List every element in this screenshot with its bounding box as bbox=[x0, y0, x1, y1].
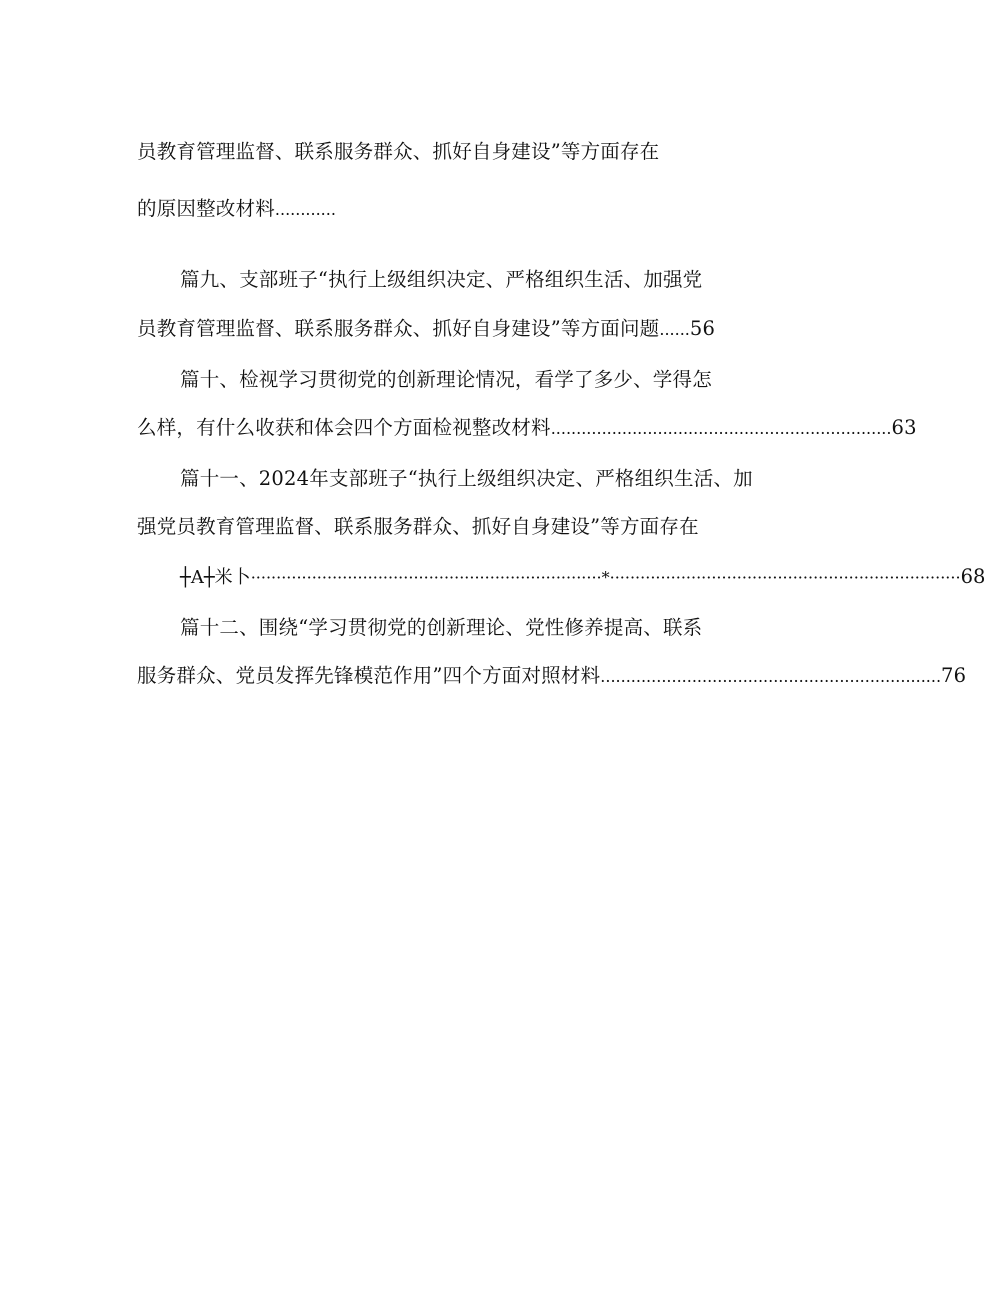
toc-leader-dots: ····································································· bbox=[609, 568, 961, 587]
toc-entry-9-line2 bbox=[137, 315, 715, 344]
toc-entry-12-line2 bbox=[137, 662, 967, 691]
toc-entry-10-line1: 篇十、检视学习贯彻党的创新理论情况，看学了多少、学得怎 bbox=[180, 368, 712, 391]
toc-entry-12-line1: 篇十二、围绕“学习贯彻党的创新理论、党性修养提高、联系 bbox=[180, 616, 703, 639]
toc-entry-10-title: 么样，有什么收获和体会四个方面检视整改材料 bbox=[137, 416, 551, 439]
toc-leader-dots: ................................................................... bbox=[600, 667, 942, 686]
toc-entry-9-title: 员教育管理监督、联系服务群众、抓好自身建设”等方面问题 bbox=[137, 317, 660, 340]
toc-entry-11-line1: 篇十一、2024年支部班子“执行上级组织决定、严格组织生活、加 bbox=[180, 467, 753, 490]
toc-entry-11-page: 68 bbox=[960, 565, 985, 588]
toc-prev-entry-line2 bbox=[137, 195, 336, 224]
toc-leader-dots: ............ bbox=[274, 200, 336, 219]
toc-entry-11-garbled-text: ┼A┼米卜 bbox=[180, 567, 251, 588]
toc-entry-12-page: 76 bbox=[941, 664, 967, 687]
toc-entry-9-line1: 篇九、支部班子“执行上级组织决定、严格组织生活、加强党 bbox=[180, 268, 703, 291]
toc-prev-entry-line1: 员教育管理监督、联系服务群众、抓好自身建设”等方面存在 bbox=[137, 140, 660, 163]
toc-entry-12-title: 服务群众、党员发挥先锋模范作用”四个方面对照材料 bbox=[137, 664, 601, 687]
toc-leader-asterisk: * bbox=[601, 568, 610, 587]
toc-leader-dots: ...... bbox=[659, 320, 690, 339]
toc-leader-dots: ····································································· bbox=[250, 568, 602, 587]
toc-entry-11-line2: 强党员教育管理监督、联系服务群众、抓好自身建设”等方面存在 bbox=[137, 515, 699, 538]
toc-entry-11-line3 bbox=[180, 563, 985, 592]
toc-entry-9-page: 56 bbox=[689, 317, 716, 340]
toc-prev-entry-title: 的原因整改材料 bbox=[137, 197, 275, 220]
toc-leader-dots: ................................................................... bbox=[550, 419, 892, 438]
toc-entry-10-page: 63 bbox=[891, 416, 917, 439]
toc-entry-10-line2 bbox=[137, 414, 917, 443]
